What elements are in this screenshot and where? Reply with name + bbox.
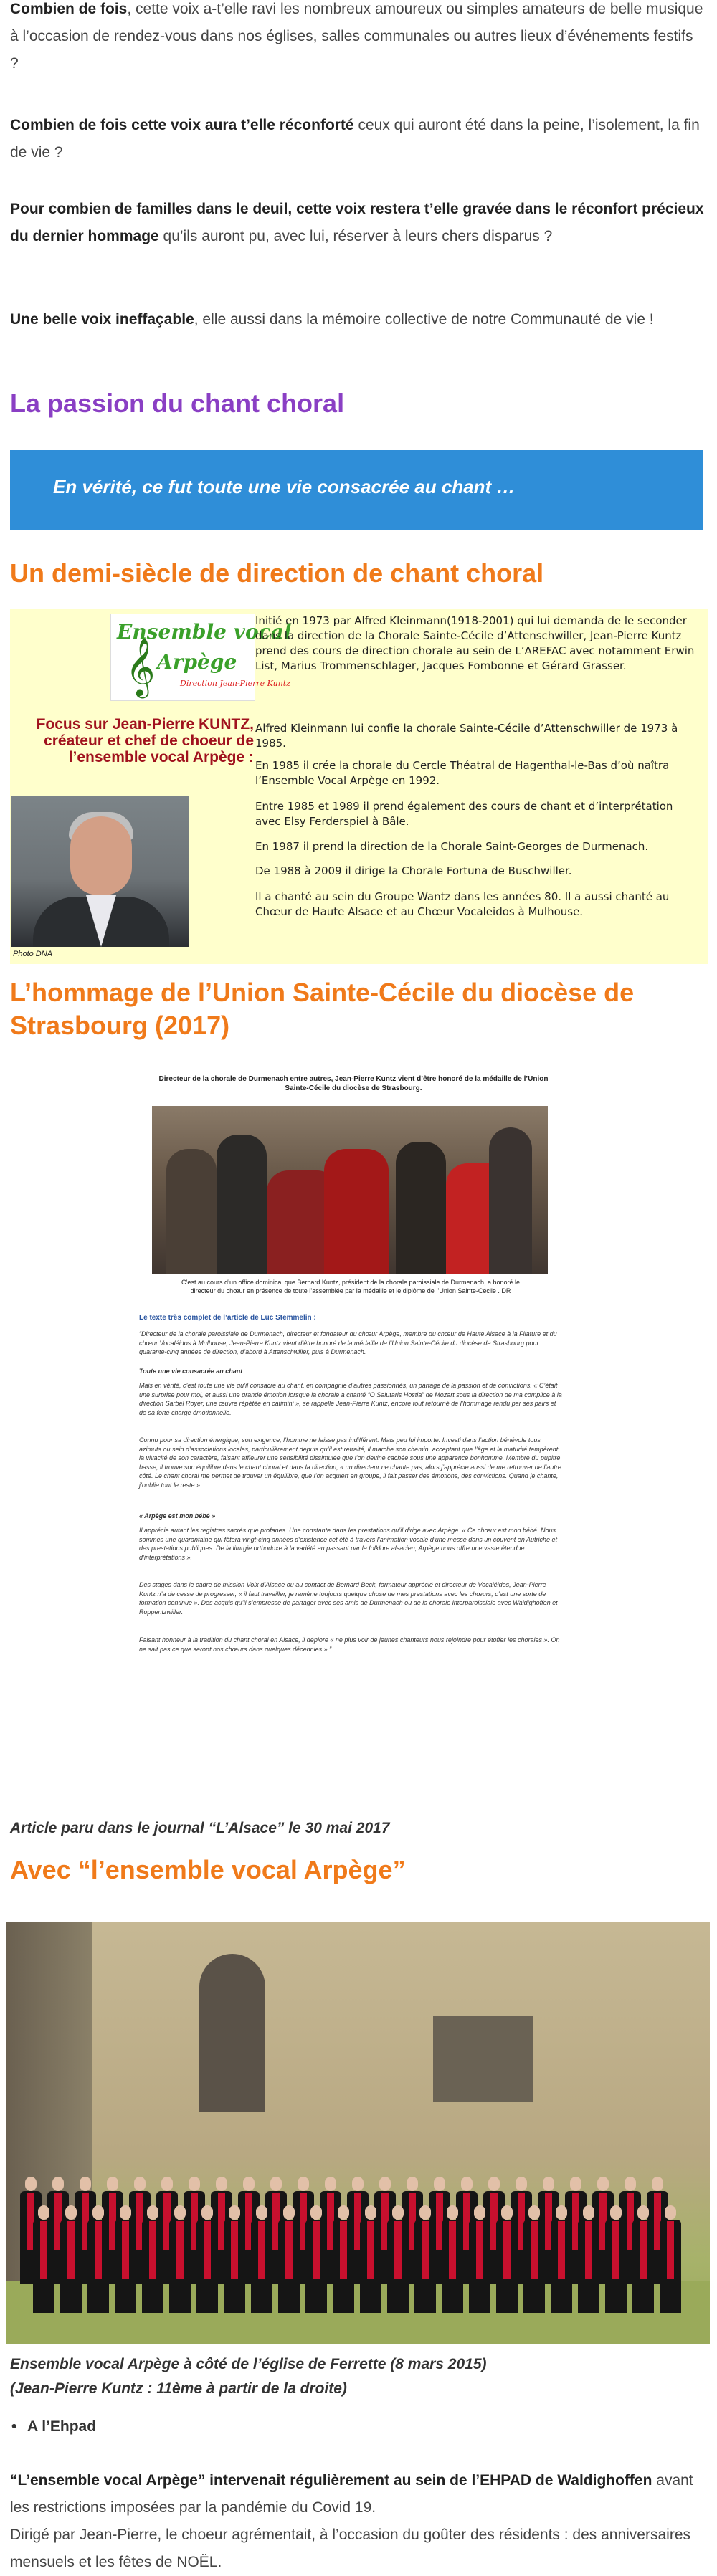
arpege-logo xyxy=(110,614,292,701)
choir-singer xyxy=(632,2205,654,2313)
choir-singer xyxy=(305,2205,327,2313)
bio-7: Il a chanté au sein du Groupe Wantz dans les années 80. Il a aussi chanté au Chœur de Haute Alsace et au Chœur Vocaleidos à Mulhouse. xyxy=(255,890,670,918)
intro-text-1: , cette voix a-t’elle ravi les nombreux amoureux ou simples amateurs de belle musique à l’occasion de rendez-vous dans nos églises, salles communales ou autres lieux d’événements festifs ? xyxy=(10,1,703,72)
clipping-para-2: Toute une vie consacrée au chant xyxy=(139,1368,243,1375)
intro-text-3: qu’ils auront pu, avec lui, réserver à leurs chers disparus ? xyxy=(158,228,553,244)
logo-line-2: Arpège xyxy=(157,650,237,674)
clipping-para-8: Faisant honneur à la tradition du chant choral en Alsace, il déplore « ne plus voir de jeunes chanteurs nous rejoindre pour étoffer les chorales ». On ne sait pas ce que seront nos chœurs dans quelques décennies ».” xyxy=(139,1636,560,1653)
choir-singer xyxy=(224,2205,245,2313)
choir-singer xyxy=(605,2205,627,2313)
choir-singer xyxy=(387,2205,409,2313)
portrait-photo xyxy=(11,796,189,947)
choir-singer xyxy=(360,2205,381,2313)
choir-singer xyxy=(414,2205,436,2313)
quote-banner xyxy=(10,450,703,530)
intro-bold-1: Combien de fois xyxy=(10,1,128,17)
intro-paragraph-3 xyxy=(10,196,706,250)
quote-text: En vérité, ce fut toute une vie consacrée au chant … xyxy=(53,476,516,497)
choir-singer xyxy=(142,2205,163,2313)
logo-line-1: Ensemble vocal xyxy=(117,620,292,644)
ehpad-bullet: • A l’Ehpad xyxy=(27,2418,96,2436)
ehpad-paragraph xyxy=(10,2467,706,2576)
choir-singer xyxy=(278,2205,300,2313)
clipping-para-3: Mais en vérité, c’est toute une vie qu’il consacre au chant, en compagnie d’autres passionnés, un partage de la passion et de convictions. « C’était une surprise pour moi, et aussi une grande émotion lorsque la chorale a chanté “O Salutaris Hostia” de Mozart sous la direction de ma complice à la direction Sarbel Royer, une œuvre répétée en catimini », se rappelle Jean-Pierre Kuntz, encore tout retourné de l’hommage rendu par ses pairs et de sa forte charge émotionnelle. xyxy=(139,1382,562,1416)
clipping-para-4: Connu pour sa direction énergique, son exigence, l’homme ne laisse pas indifférent. Mais peu lui importe. Investi dans l’action bénévole tous azimuts ou sein d’associations locales, particulièrement depuis qu’il est retraité, il marche son chemin, acceptant que l’âge et la maturité tempèrent la vivacité de son caractère, faisant affleurer une sensibilité dissimulée que l’on devine cachée sous une apparence bonhomme. Membre du pupitre basse, il trouve son équilibre dans le chant choral et dans la direction, « un directeur ne chante pas, alors j’apprécie aussi de me retrouver de l’autre côté. Le chant choral me permet de trouver un équilibre, que l’on acquiert en groupe, il fait passer des émotions, des convictions. Quand je chante, j’oublie tout le reste ». xyxy=(139,1436,561,1489)
bio-1: Initié en 1973 par Alfred Kleinmann(1918-2001) qui lui demanda de le seconder dans la direction de la Chorale Sainte-Cécile d’Attenschwiller, Jean-Pierre Kuntz prend des cours de direction chorale au sein de L’AREFAC avec notamment Erwin List, Marius Trommenschlager, Jacques Fombonne et Gérard Grasser. xyxy=(255,614,695,672)
heading-demi-siecle: Un demi-siècle de direction de chant choral xyxy=(10,558,544,588)
choir-singer xyxy=(333,2205,354,2313)
photo-credit: Photo DNA xyxy=(13,950,53,958)
choir-singer xyxy=(196,2205,218,2313)
choir-singer xyxy=(251,2205,272,2313)
heading-arpege: Avec “l’ensemble vocal Arpège” xyxy=(10,1855,406,1884)
choir-singer xyxy=(442,2205,463,2313)
intro-bold-2: Combien de fois cette voix aura t’elle réconforté xyxy=(10,117,354,133)
intro-paragraph-2 xyxy=(10,112,706,166)
intro-bold-3: Pour combien de familles dans le deuil, cette voix restera t’elle gravée dans le réconfort précieux du dernier hommage xyxy=(10,201,704,244)
bio-2: Alfred Kleinmann lui confie la chorale Sainte-Cécile d’Attenschwiller de 1973 à 1985. xyxy=(255,722,678,750)
clipping-para-7: Des stages dans le cadre de mission Voix d’Alsace ou au contact de Bernard Beck, formateur apprécié et directeur de Vocaléidos, Jean-Pierre Kuntz n’a de cesse de progresser, « il faut travailler, je ramène toujours quelque chose de mes prestations avec les chœurs, c’est une sorte de formation continue ». Des acquis qu’il s’empresse de partager avec ses amis de Durmenach ou de la chorale interparoissiale avec Waldighoffen et Roppentzwiller. xyxy=(139,1581,558,1616)
ehpad-bold: “L’ensemble vocal Arpège” intervenait régulièrement au sein de l’EHPAD de Waldighoffen xyxy=(10,2472,652,2489)
clipping-title: Directeur de la chorale de Durmenach entre autres, Jean-Pierre Kuntz vient d’être honoré de la médaille de l’Union Sainte-Cécile du diocèse de Strasbourg. xyxy=(158,1075,549,1092)
logo-line-3: Direction Jean-Pierre Kuntz xyxy=(180,679,290,688)
clipping-lead: Le texte très complet de l’article de Luc Stemmelin : xyxy=(139,1314,316,1322)
clipping-para-6: Il apprécie autant les registres sacrés que profanes. Une constante dans les prestations qu’il dirige avec Arpège. « Ce chœur est mon bébé. Nous sommes une quarantaine qui fêtera vingt-cinq années d’existence cet été à travers l’animation vocale d’une messe dans un couvent en Autriche et des prestations publiques. De la liturgie orthodoxe à la variété en passant par le folklore alsacien, Arpège nous offre une vaste étendue d’interprétations ». xyxy=(139,1527,558,1561)
choir-singer xyxy=(496,2205,518,2313)
treble-clef-icon: 𝄞 xyxy=(125,637,156,696)
bio-4: Entre 1985 et 1989 il prend également des cours de chant et d’interprétation avec Elsy Ferderspiel à Bâle. xyxy=(255,800,673,828)
choir-singer xyxy=(469,2205,490,2313)
article-reference: Article paru dans le journal “L’Alsace” le 30 mai 2017 xyxy=(10,1820,390,1836)
bio-3: En 1985 il crée la chorale du Cercle Théatral de Hagenthal-le-Bas d’où naîtra l’Ensemble Vocal Arpège en 1992. xyxy=(255,759,670,787)
choir-singer xyxy=(660,2205,681,2313)
focus-title: Focus sur Jean-Pierre KUNTZ, créateur et chef de choeur de l’ensemble vocal Arpège : xyxy=(36,716,254,765)
choir-singer xyxy=(578,2205,599,2313)
intro-bold-4: Une belle voix ineffaçable xyxy=(10,311,194,328)
bio-panel xyxy=(10,609,708,964)
choir-group xyxy=(20,2177,708,2320)
choir-singer xyxy=(87,2205,109,2313)
bio-5: En 1987 il prend la direction de la Chorale Saint-Georges de Durmenach. xyxy=(255,840,649,853)
heading-hommage: L’hommage de l’Union Sainte-Cécile du diocèse de Strasbourg (2017) xyxy=(10,978,635,1040)
ehpad-line-2: Dirigé par Jean-Pierre, le choeur agrémentait, à l’occasion du goûter des résidents : des anniversaires mensuels et les fêtes de NOËL. xyxy=(10,2527,690,2570)
choir-caption-2: (Jean-Pierre Kuntz : 11ème à partir de la droite) xyxy=(10,2380,347,2397)
intro-paragraph-4 xyxy=(10,306,706,333)
clipping-caption: C’est au cours d’un office dominical que Bernard Kuntz, président de la chorale paroissiale de Durmenach, a honoré le directeur du chœur en présence de toute l’assemblée par la médaille et le diplôme de l’Union Sainte-Cécile . DR xyxy=(181,1279,521,1294)
newspaper-clipping xyxy=(139,1073,564,1797)
choir-caption-1: Ensemble vocal Arpège à côté de l’église de Ferrette (8 mars 2015) xyxy=(10,2356,487,2372)
ceremony-photo xyxy=(152,1106,548,1274)
choir-singer xyxy=(551,2205,572,2313)
choir-singer xyxy=(169,2205,191,2313)
ehpad-rest: avant les restrictions imposées par la pandémie du Covid 19. xyxy=(10,2472,693,2516)
heading-passion: La passion du chant choral xyxy=(10,388,345,418)
intro-paragraph-1 xyxy=(10,0,706,77)
choir-singer xyxy=(115,2205,136,2313)
intro-text-2: ceux qui auront été dans la peine, l’isolement, la fin de vie ? xyxy=(10,117,700,161)
clipping-para-1: “Directeur de la chorale paroissiale de Durmenach, directeur et fondateur du chœur Arpège, membre du chœur de Haute Alsace à la Filature et du chœur Vocaléidos à Mulhouse, Jean-Pierre Kuntz vient d’être honoré de la médaille de l’Union Sainte-Cécile du diocèse de Strasbourg pour quarante-cinq années de direction, d’abord à Attenschwiller, puis à Durmenach. xyxy=(139,1330,557,1355)
choir-singer xyxy=(523,2205,545,2313)
choir-singer xyxy=(33,2205,54,2313)
intro-text-4: , elle aussi dans la mémoire collective de notre Communauté de vie ! xyxy=(194,311,654,328)
clipping-para-5: « Arpège est mon bébé » xyxy=(139,1512,216,1520)
choir-singer xyxy=(60,2205,82,2313)
bio-6: De 1988 à 2009 il dirige la Chorale Fortuna de Buschwiller. xyxy=(255,864,572,877)
choir-photo xyxy=(6,1922,710,2344)
